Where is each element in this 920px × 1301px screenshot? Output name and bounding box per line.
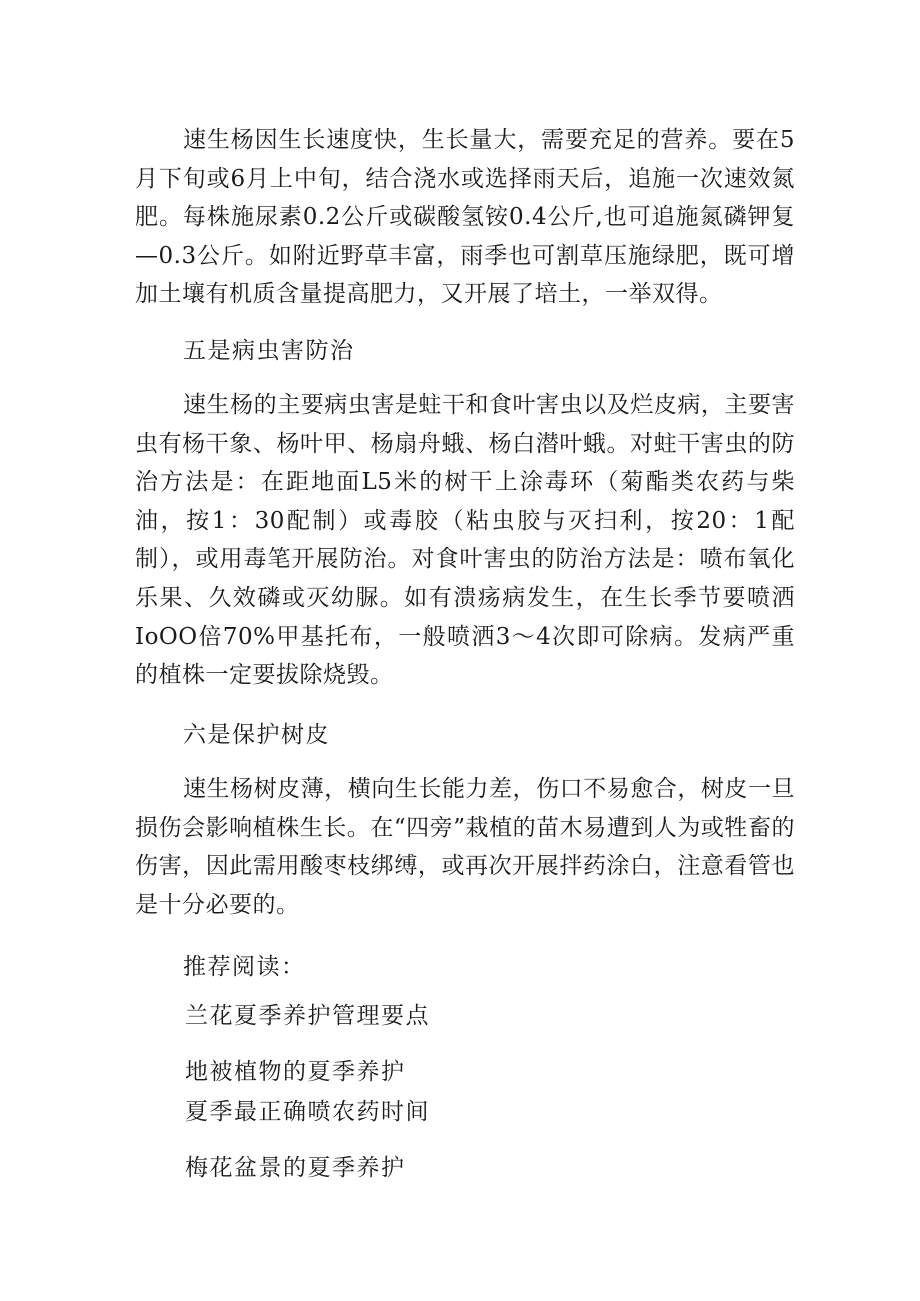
paragraph-bark-protection: 速生杨树皮薄，横向生长能力差，伤口不易愈合，树皮一旦损伤会影响植株生长。在“四旁”栽植的苗木易遭到人为或牲畜的伤害，因此需用酸枣枝绑缚，或再次开展拌药涂白，注意看管也是十分必要的。 bbox=[135, 776, 795, 918]
paragraph-pest-control: 速生杨的主要病虫害是蛀干和食叶害虫以及烂皮病，主要害虫有杨干象、杨叶甲、杨扇舟蛾、杨白潜叶蛾。对蛀干害虫的防治方法是：在距地面L5米的树干上涂毒环（菊酯类农药与柴油，按1：30配制）或毒胶（粘虫胶与灭扫利，按20：1配制），或用毒笔开展防治。对食叶害虫的防治方法是：喷布氧化乐果、久效磷或灭幼脲。如有溃疡病发生，在生长季节要喷洒IoOO倍70%甲基托布，一般喷洒3～4次即可除病。发病严重的植株一定要拔除烧毁。 bbox=[135, 392, 795, 689]
section-heading-bark-protection: 六是保护树皮 bbox=[183, 722, 330, 748]
recommended-link-plum-bonsai[interactable]: 梅花盆景的夏季养护 bbox=[185, 1155, 406, 1181]
recommended-link-ground-cover[interactable]: 地被植物的夏季养护 bbox=[185, 1059, 406, 1085]
paragraph-fertilization: 速生杨因生长速度快，生长量大，需要充足的营养。要在5月下旬或6月上中旬，结合浇水或选择雨天后，追施一次速效氮肥。每株施尿素0.2公斤或碳酸氢铵0.4公斤,也可追施氮磷钾复—0.3公斤。如附近野草丰富，雨季也可割草压施绿肥，既可增加土壤有机质含量提高肥力，又开展了培土，一举双得。 bbox=[135, 127, 795, 308]
section-heading-pest-control: 五是病虫害防治 bbox=[183, 338, 355, 364]
recommended-link-orchid[interactable]: 兰花夏季养护管理要点 bbox=[185, 1003, 430, 1029]
recommended-link-pesticide-time[interactable]: 夏季最正确喷农药时间 bbox=[185, 1099, 430, 1125]
recommended-reading-label: 推荐阅读： bbox=[183, 954, 306, 980]
